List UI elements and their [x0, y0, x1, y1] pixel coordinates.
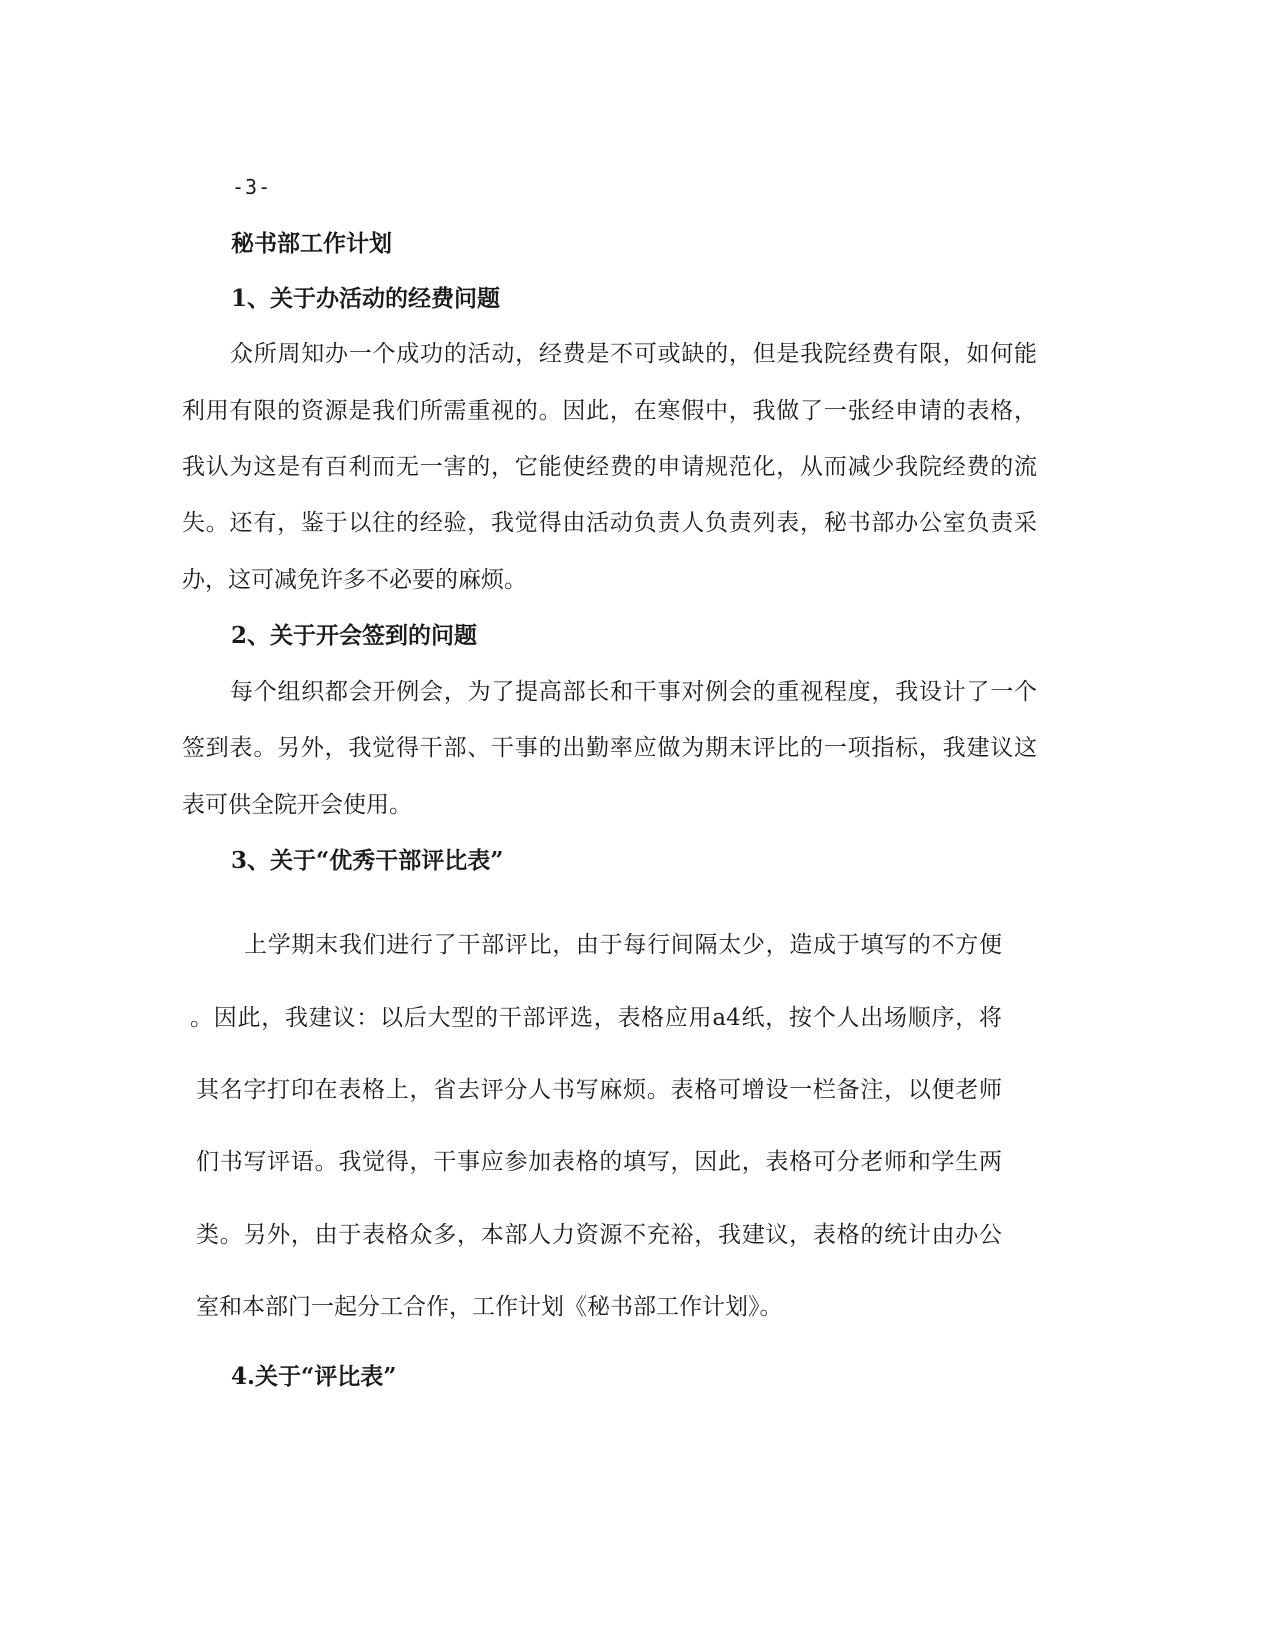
page-number: -3- — [232, 175, 272, 199]
section-1-line-2: 利用有限的资源是我们所需重视的。因此，在寒假中，我做了一张经申请的表格， — [182, 398, 1037, 424]
section-3-line-3: 其名字打印在表格上，省去评分人书写麻烦。表格可增设一栏备注，以便老师 — [196, 1077, 1002, 1103]
section-3-line-1: 上学期末我们进行了干部评比，由于每行间隔太少，造成于填写的不方便 — [244, 932, 1002, 958]
section-2-line-1: 每个组织都会开例会，为了提高部长和干事对例会的重视程度，我设计了一个 — [230, 679, 1037, 705]
section-3-line-4: 们书写评语。我觉得，干事应参加表格的填写，因此，表格可分老师和学生两 — [196, 1149, 1002, 1175]
page-title: 秘书部工作计划 — [231, 230, 392, 257]
section-1-line-5: 办，这可减免许多不必要的麻烦。 — [182, 567, 527, 593]
section-4-heading: 4.关于“评比表” — [231, 1363, 397, 1390]
section-1-line-3: 我认为这是有百利而无一害的，它能使经费的申请规范化，从而减少我院经费的流 — [182, 454, 1037, 480]
section-1-heading: 1、关于办活动的经费问题 — [231, 285, 501, 312]
section-2-heading: 2、关于开会签到的问题 — [231, 622, 478, 649]
section-1-line-1: 众所周知办一个成功的活动，经费是不可或缺的，但是我院经费有限，如何能 — [230, 341, 1037, 367]
section-3-line-2: 。因此，我建议：以后大型的干部评选，表格应用a4纸，按个人出场顺序，将 — [190, 1005, 1002, 1031]
section-3-line-6: 室和本部门一起分工合作，工作计划《秘书部工作计划》。 — [196, 1294, 783, 1320]
section-2-line-2: 签到表。另外，我觉得干部、干事的出勤率应做为期末评比的一项指标，我建议这 — [182, 735, 1037, 761]
section-3-line-5: 类。另外，由于表格众多，本部人力资源不充裕，我建议，表格的统计由办公 — [196, 1222, 1002, 1248]
section-3-heading: 3、关于“优秀干部评比表” — [231, 847, 504, 874]
section-2-line-3: 表可供全院开会使用。 — [182, 792, 412, 818]
section-1-line-4: 失。还有，鉴于以往的经验，我觉得由活动负责人负责列表，秘书部办公室负责采 — [182, 510, 1037, 536]
